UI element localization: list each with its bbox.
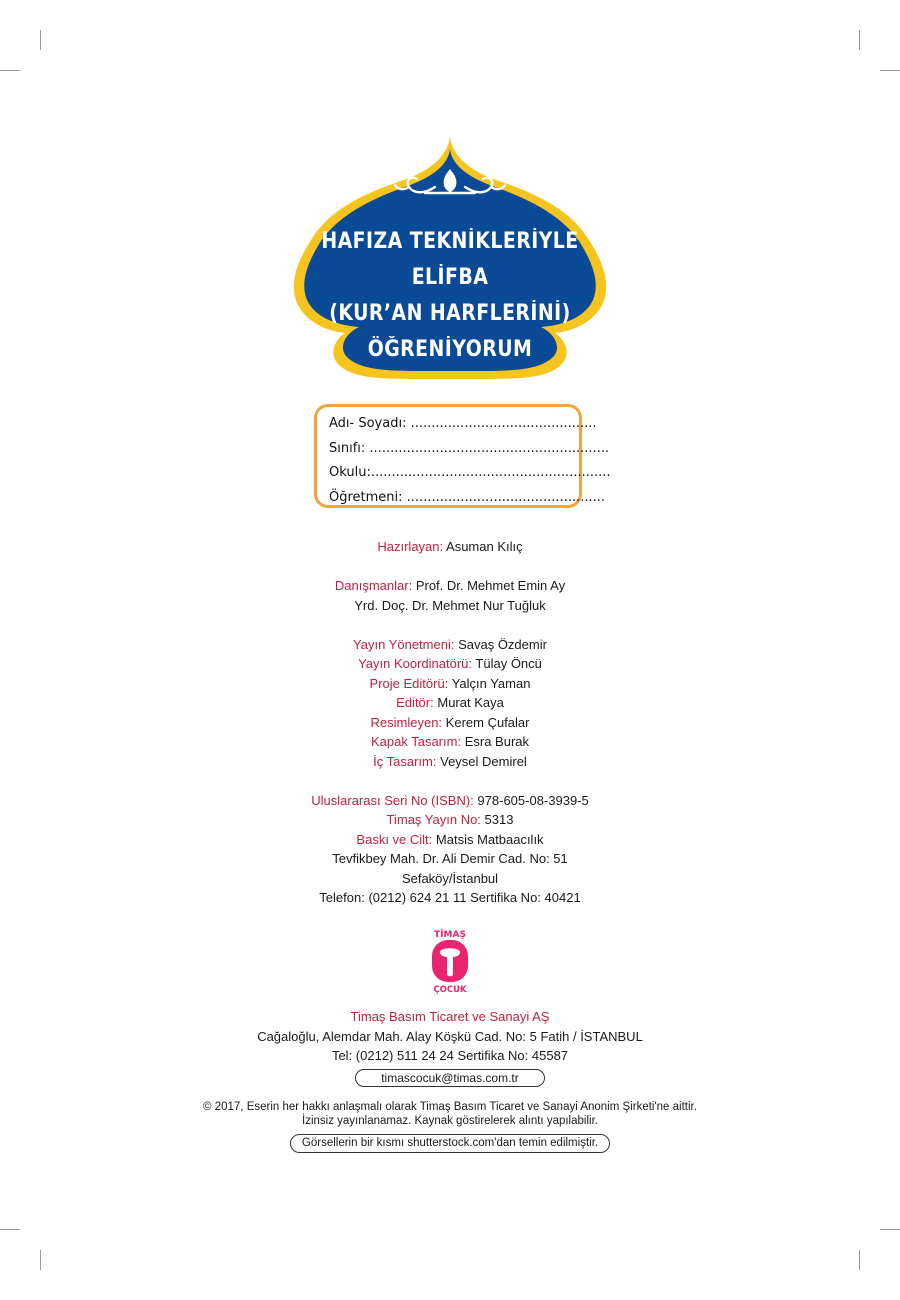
crop-mark bbox=[0, 1229, 20, 1230]
teacher-field: Öğretmeni: ................................................ bbox=[329, 489, 606, 505]
title-line: ELİFBA bbox=[411, 265, 489, 290]
credit-line: Timaş Yayın No: 5313 bbox=[386, 812, 514, 827]
credit-line: Uluslararası Seri No (ISBN): 978-605-08-3939-5 bbox=[311, 792, 589, 808]
crop-mark bbox=[880, 70, 900, 71]
title-line: HAFIZA TEKNİKLERİYLE bbox=[321, 229, 579, 254]
credit-line: Yayın Koordinatörü: Tülay Öncü bbox=[358, 656, 542, 671]
credit-line: Sefaköy/İstanbul bbox=[401, 870, 499, 886]
crop-mark bbox=[0, 70, 20, 71]
logo-bottom-text: ÇOCUK bbox=[433, 985, 467, 994]
credit-line: Baskı ve Cilt: Matsis Matbaacılık bbox=[356, 831, 544, 847]
crop-mark bbox=[859, 30, 860, 50]
email-link[interactable]: timascocuk@timas.com.tr bbox=[355, 1069, 545, 1087]
publisher-phone: Tel: (0212) 511 24 24 Sertifika No: 45587 bbox=[331, 1048, 569, 1063]
credit-line: Yrd. Doç. Dr. Mehmet Nur Tuğluk bbox=[354, 597, 546, 613]
credit-line: Hazırlayan: Asuman Kılıç bbox=[377, 539, 523, 554]
book-title bbox=[300, 224, 600, 368]
credit-line: Yayın Yönetmeni: Savaş Özdemir bbox=[353, 636, 547, 652]
publisher-block bbox=[0, 1007, 900, 1066]
publisher-address: Cağaloğlu, Alemdar Mah. Alay Köşkü Cad. No: 5 Fatih / İSTANBUL bbox=[257, 1028, 643, 1044]
credit-line: Proje Editörü: Yalçın Yaman bbox=[369, 675, 531, 691]
crop-mark bbox=[859, 1250, 860, 1270]
credit-line: Kapak Tasarım: Esra Burak bbox=[370, 734, 530, 749]
copyright-text: © 2017, Eserin her hakkı anlaşmalı olarak Timaş Basım Ticaret ve Sanayi Anonim Şirketi'ne aittir. İzinsiz yayınlanamaz. Kaynak göstirelerek alıntı yapılabilir. bbox=[203, 1101, 697, 1127]
class-field: Sınıfı: .......................................................... bbox=[329, 440, 610, 456]
credit-line: Tevfikbey Mah. Dr. Ali Demir Cad. No: 51 bbox=[332, 851, 568, 866]
credit-line: Resimleyen: Kerem Çufalar bbox=[370, 714, 530, 730]
credit-line: İç Tasarım: Veysel Demirel bbox=[373, 753, 527, 769]
crop-mark bbox=[880, 1229, 900, 1230]
title-line: ÖĞRENİYORUM bbox=[367, 337, 533, 362]
credit-line: Danışmanlar: Prof. Dr. Mehmet Emin Ay bbox=[334, 578, 566, 593]
name-field: Adı- Soyadı: ............................................. bbox=[329, 416, 597, 431]
title-line: (KUR’AN HARFLERİNİ) bbox=[329, 301, 571, 326]
credit-line: Editör: Murat Kaya bbox=[396, 695, 504, 710]
image-credit: Görsellerin bir kısmı shutterstock.com'dan temin edilmiştir. bbox=[290, 1134, 610, 1153]
timas-cocuk-logo-icon bbox=[428, 926, 472, 994]
publisher-name: Timaş Basım Ticaret ve Sanayi AŞ bbox=[350, 1009, 550, 1024]
crop-mark bbox=[40, 30, 41, 50]
school-field: Okulu:.......................................................... bbox=[329, 465, 611, 480]
logo-top-text: TİMAŞ bbox=[434, 930, 466, 940]
credits-block bbox=[0, 537, 900, 908]
crop-mark bbox=[40, 1250, 41, 1270]
credit-line: Telefon: (0212) 624 21 11 Sertifika No: 40421 bbox=[319, 890, 581, 905]
student-info-box bbox=[314, 404, 611, 508]
